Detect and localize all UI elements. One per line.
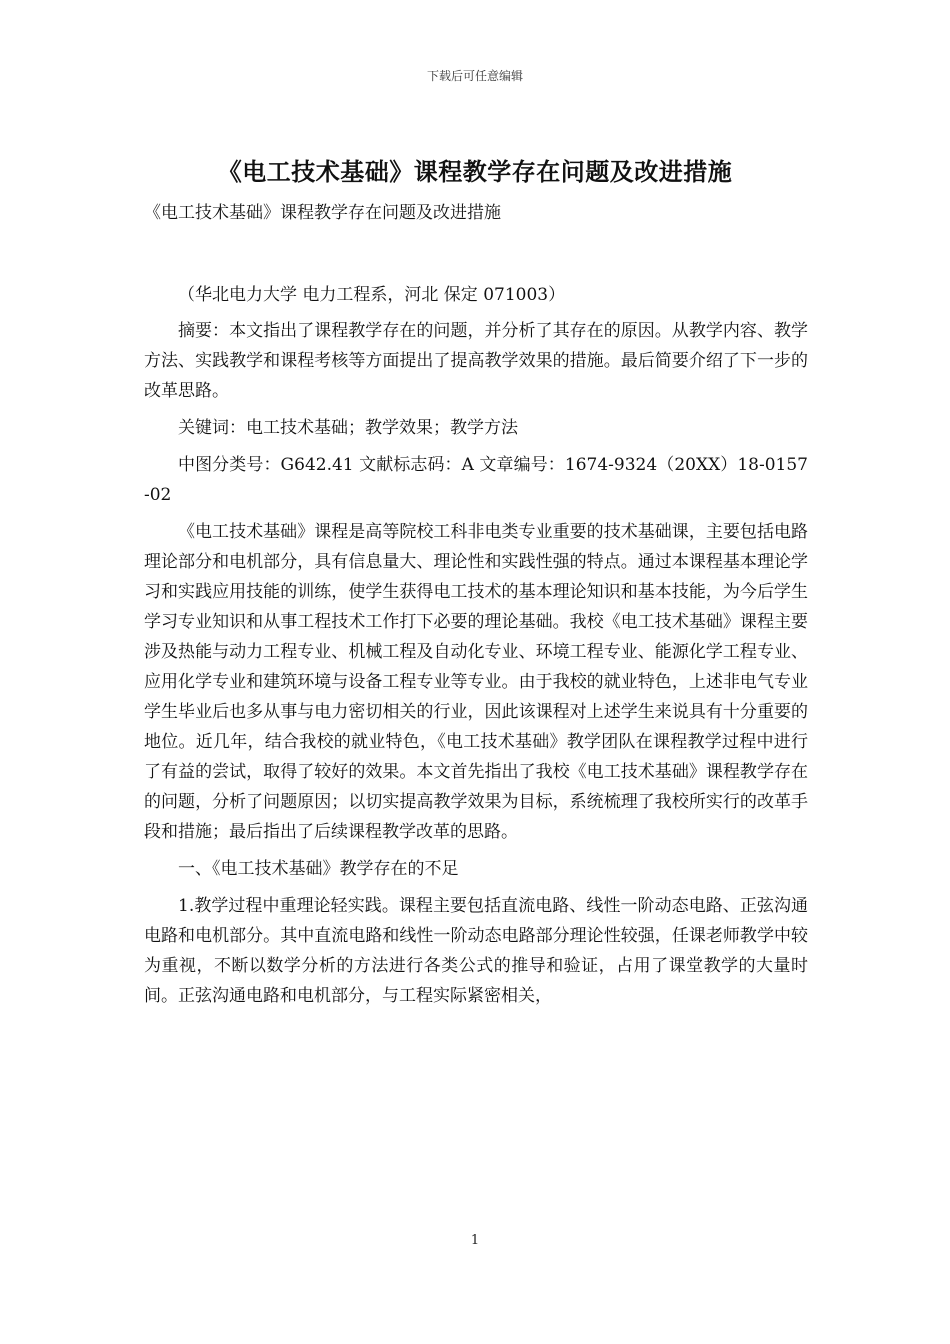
document-title: 《电工技术基础》课程教学存在问题及改进措施	[217, 158, 733, 186]
page-number: 1	[470, 1233, 480, 1248]
point-1-paragraph: 1.教学过程中重理论轻实践。课程主要包括直流电路、线性一阶动态电路、正弦沟通电路和电机部分。其中直流电路和线性一阶动态电路部分理论性较强，任课老师教学中较为重视，不断以数学分析的方法进行各类公式的推导和验证，占用了课堂教学的大量时间。正弦沟通电路和电机部分，与工程实际紧密相关，	[144, 896, 808, 1006]
section-heading: 一、《电工技术基础》教学存在的不足	[178, 859, 459, 879]
intro-paragraph: 《电工技术基础》课程是高等院校工科非电类专业重要的技术基础课，主要包括电路理论部分和电机部分，具有信息量大、理论性和实践性强的特点。通过本课程基本理论学习和实践应用技能的训练，使学生获得电工技术的基本理论知识和基本技能，为今后学生学习专业知识和从事工程技术工作打下必要的理论基础。我校《电工技术基础》课程主要涉及热能与动力工程专业、机械工程及自动化专业、环境工程专业、能源化学工程专业、应用化学专业和建筑环境与设备工程专业等专业。由于我校的就业特色，上述非电气专业学生毕业后也多从事与电力密切相关的行业，因此该课程对上述学生来说具有十分重要的地位。近几年，结合我校的就业特色，《电工技术基础》教学团队在课程教学过程中进行了有益的尝试，取得了较好的效果。本文首先指出了我校《电工技术基础》课程教学存在的问题，分析了问题原因；以切实提高教学效果为目标，系统梳理了我校所实行的改革手段和措施；最后指出了后续课程教学改革的思路。	[144, 522, 808, 842]
keywords: 关键词：电工技术基础；教学效果；教学方法	[178, 418, 518, 438]
affiliation: （华北电力大学 电力工程系，河北 保定 071003）	[178, 285, 566, 305]
classification-info: 中图分类号：G642.41 文献标志码：A 文章编号：1674-9324（20XX）18-0157-02	[144, 455, 808, 505]
abstract: 摘要：本文指出了课程教学存在的问题，并分析了其存在的原因。从教学内容、教学方法、实践教学和课程考核等方面提出了提高教学效果的措施。最后简要介绍了下一步的改革思路。	[144, 321, 808, 401]
document-subtitle: 《电工技术基础》课程教学存在问题及改进措施	[144, 203, 501, 223]
document-body	[144, 198, 808, 1018]
page-header-note: 下载后可任意编辑	[426, 69, 523, 83]
